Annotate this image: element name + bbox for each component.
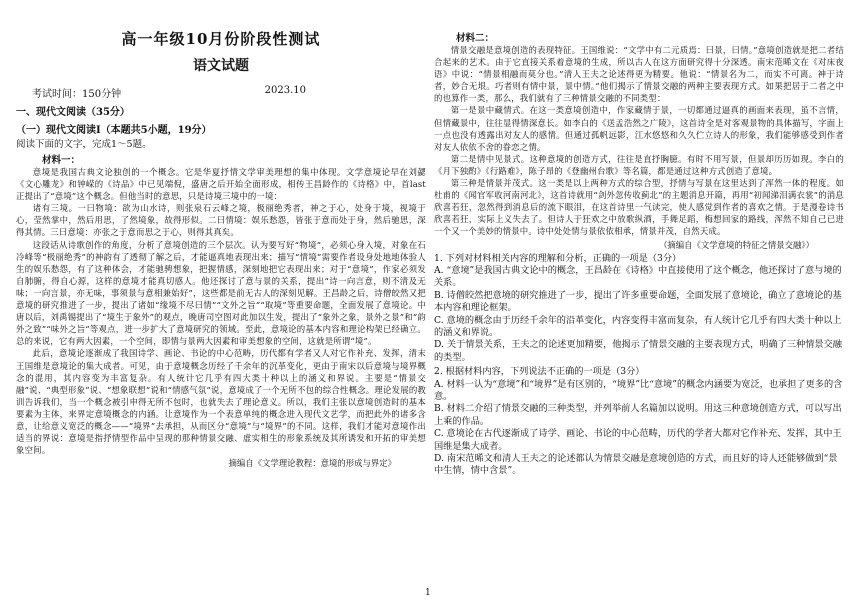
material1-paragraph: 这段话从诗歌创作的角度，分析了意境创造的三个层次。认为要写好“物境”，必须心身入境，对象在石冷峰等“极丽绝秀”的神韵有了透彻了解之后，才能逼真地表现出来；描写“情境”需要作者设身处地地体验人生的娱乐愁怨，有了这种体会，才能驰骋想象，把握情感，深刻地把它表现出来；对于“意境”，作家必须发自肺腑，得自心源，这样的意境才能真切感人。他还探讨了意与景的关系，提出“诗一向言意，则不清及无味；一向言景，亦无味，事须景与意相兼始好”，这些都是前无古人的深刻见解。王昌龄之后，诗僧皎然又把意境的研究推进了一步，提出了诸如“缘境不尽曰情”“文外之旨”“取境”等重要命题，全面发展了意境论。中唐以后，刘禹锡提出了“境生于象外”的观点，晚唐司空图对此加以生发，提出了“象外之象，景外之景”和“韵外之致”“味外之旨”等观点，进一步扩大了意境研究的领域。至此，意境论的基本内容和理论构架已经确立。总的来说，它有两大因素，一个空间，即情与景两大因素和审美想象的空间，这就是所谓“境”。: [16, 239, 426, 347]
question-1-option: B. 诗僧皎然把意境的研究推进了一步，提出了许多重要命题，全面发展了意境论，确立了意境论的基本内容和理论框架。: [434, 289, 842, 314]
material2-source: （摘编自《文学意境的特征之情景交融》）: [659, 239, 814, 250]
question-1-option: A. “意境”是我国古典文论中的概念，王昌龄在《诗格》中直接使用了这个概念，他还探讨了意与境的关系。: [434, 264, 842, 289]
exam-date: 2023.10: [264, 85, 306, 96]
material-label: 材料二：: [456, 33, 495, 44]
material2-paragraph: 第三种是情景并茂式。这一类是以上两种方式的综合型，抒情与写景在这里达到了浑然一体的程度。如杜甫的《闻官军收河南河北》，这首诗就用“剑外忽传收蓟北”的主题消息开篇，再用“初闻涕泪满衣裳”的消息欣喜若狂，忽然得到消息后的流下眼泪，在这首诗里一气读完，使人感觉到作者的喜欢之情。于是漫卷诗书欣喜若狂，实际上义失去了。但诗人于狂欢之中放歌纵酒，手舞足蹈，梅想回家的路线，浑然不知自己已进一个又一个美妙的情景中。诗中处处情与景依依相承，情景并茂，自然天成。: [434, 178, 844, 237]
material-label: 材料一：: [42, 155, 81, 166]
exam-time: 考试时间：150分钟: [32, 89, 122, 100]
question-2-option: B. 材料二介绍了情景交融的三种类型，并列举前人名篇加以说明。用这三种意境创造方式，可以写出上乘的作品。: [434, 403, 842, 427]
instruction: 阅读下面的文字，完成1～5题。: [16, 139, 152, 150]
page-number: 1: [425, 588, 431, 598]
question-1-option: D. 关于情景关系，王夫之的论述更加精要，他揭示了情景交融的主要表现方式，明确了三种情景交融的类型。: [434, 339, 842, 363]
material2-paragraph: 第一是景中藏情式。在这一类意境创造中，作家藏情于景，一切都通过逼真的画面来表现，虽不言情，但情藏景中，往往显得情深意长。如李白的《送孟浩然之广陵》，这首诗全是对客观景物的具体描写，字面上一点也没有透露出对友人的感情。但通过孤帆远影，江水悠悠和久久伫立诗人的形象，我们能够感受到作者对友人依依不舍的眷恋之情。: [434, 105, 844, 152]
material2-paragraph: 情景交融是意境创造的表现特征。王国维说：“文学中有二元质焉：曰景，曰情。”意境创造就是把二者结合起来的艺术。由于它直接关系着意境的生成，所以古人在这方面研究得十分深透。南宋范晞文在《对床夜语》中说：“情景相融而莫分也。”清人王夫之论述得更为精要。他说：“情景名为二，而实不可离。神于诗者，妙合无垠。巧者则有情中景，景中情。”他们揭示了情景交融的两种主要表现方式。如果把居于二者之中的也算作一类，那么，我们就有了三种情景交融的不同类型：: [434, 45, 844, 104]
question-2-option: C. 意境论在古代逐渐成了诗学、画论、书论的中心范畴，历代的学者大都对它作补充、发挥，其中王国维是集大成者。: [434, 428, 842, 452]
exam-info: [16, 85, 426, 100]
exam-title: 高一年级10月份阶段性测试: [121, 30, 321, 48]
subject-title: 语文试题: [193, 58, 249, 74]
section-heading: 一、现代文阅读（35分）: [16, 107, 130, 118]
material1-paragraph: 意境是我国古典文论独创的一个概念。它是华夏抒情文学审美理想的集中体现。文学意境论早在刘勰《文心雕龙》和钟嵘的《诗品》中已见端倪，盛唐之后开始全面形成，相传王昌龄作的《诗格》中，首last正提出了“意境”这个概念。但他当时的意思，只是诗境三境中的一境：: [16, 167, 426, 202]
material1-paragraph: 此后，意境论逐渐成了我国诗学、画论、书论的中心范畴，历代都有学者又人对它作补充、发挥，清末王国维是意境论的集大成者。可见，由于意境概念历经了千余年的沉革变化，更由于南宋以后意境与境界概念的混用，其内容变为丰富复杂。有人统计它几乎有四大类十种以上的涵义和界说。主要是“情景交融”说、“典型形象”说、“想象联想”说和“情感气氛”说，意境成了一个无所不包的综合性概念。理论发展的教训告诉我们，当一个概念被引申得无所不包时，也就失去了理论意义。所以，我们主张以意境创造时的基本要素为主体，来界定意境概念的内涵。让意境作为一个表意单纯的概念进入现代文艺学，而把此外的诸多含意，让给意义宽泛的概念——“境界”去承担，从而区分“意境”与“境界”的不同。这样，我们才能对意境作出适当的界说：意境是指抒情型作品中呈现的那种情景交融、虚实相生的形象系统及其所诱发和开拓的审美想象空间。: [16, 348, 426, 456]
subsection-heading: （一）现代文阅读I（本题共5小题，19分）: [16, 125, 212, 136]
question-2-option: A. 材料一认为“意境”和“境界”是有区别的，“境界”比“意境”的概念内涵要为宽泛，也承担了更多的含意。: [434, 378, 843, 402]
question-2-option: D. 南宋范晞文和清人王夫之的论述都认为情景交融是意境创造的方式，而且好的诗人还能够做到“景中生情，情中含景”。: [434, 453, 838, 477]
right-column: [434, 20, 844, 478]
question-1-option: C. 意境的概念由于历经千余年的沿革变化，内容变得丰富而复杂，有人统计它几乎有四大类十种以上的涵义和界说。: [434, 314, 842, 338]
left-column: [16, 20, 426, 469]
material1-paragraph: 诸有三境。一曰物境：欲为山水诗，则张泉石云峰之境，极丽绝秀者，神之于心，处身于境，视境于心，莹然掌中，然后用思，了然境象，故得形似。二曰情境：娱乐愁怨，皆张于意而处于身，然后驰思，深得其情。三曰意境：亦张之于意而思之于心，则得其真矣。: [16, 203, 426, 238]
question-1: 1. 下列对材料相关内容的理解和分析，正确的一项是（3分）: [434, 252, 682, 264]
question-2: 2. 根据材料内容，下列说法不正确的一项是（3分）: [434, 366, 645, 378]
material2-paragraph: 第二是情中见景式。这种意境的创造方式，往往是直抒胸臆。有时不用写景，但景却历历如现。李白的《月下独酌》《行路难》，陈子昂的《登幽州台歌》等名篇，都是通过这种方式创造了意境。: [434, 153, 844, 176]
material1-source: 摘编自《文学理论教程：意境的形成与界定》: [228, 458, 396, 469]
